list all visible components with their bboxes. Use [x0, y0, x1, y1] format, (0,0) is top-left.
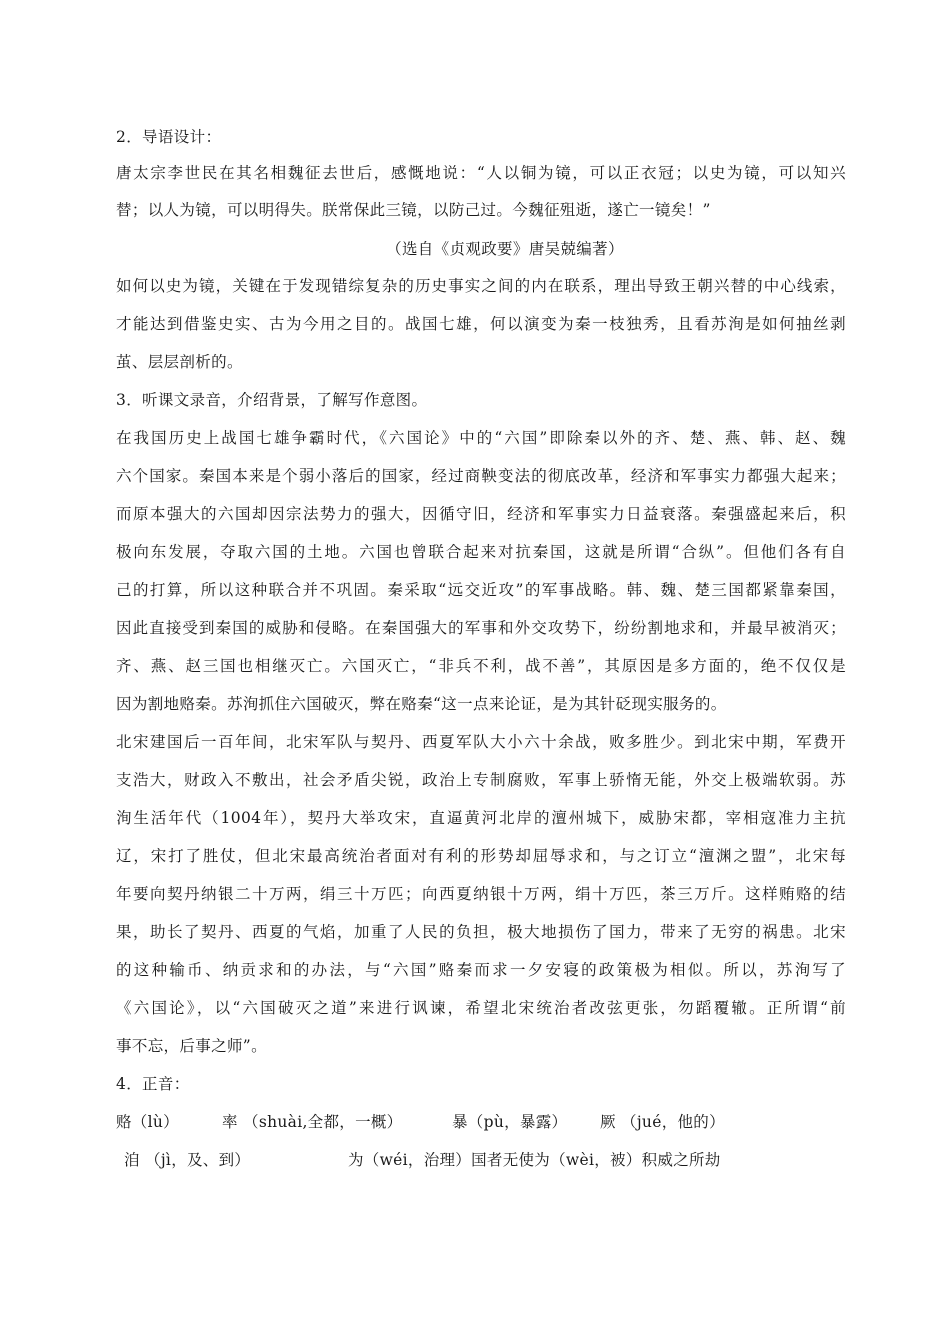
section-heading-2: 2．导语设计： — [116, 128, 222, 146]
intro-paragraph-line: 才能达到借鉴史实、古为今用之目的。战国七雄，何以演变为秦一枝独秀，且看苏洵是如何抽丝剥 — [116, 315, 846, 333]
intro-paragraph-line: 如何以史为镜，关键在于发现错综复杂的历史事实之间的内在联系，理出导致王朝兴替的中心线索， — [116, 277, 846, 295]
northern-song-paragraph-line: 《六国论》，以“六国破灭之道”来进行讽谏，希望北宋统治者改弦更张，勿蹈覆辙。正所谓“前 — [116, 999, 846, 1017]
background-paragraph-line: 齐、燕、赵三国也相继灭亡。六国灭亡，“非兵不利，战不善”，其原因是多方面的，绝不仅仅是 — [116, 657, 846, 675]
northern-song-paragraph-line: 洵生活年代（1004年），契丹大举攻宋，直逼黄河北岸的澶州城下，威胁宋都，宰相寇准力主抗 — [116, 809, 846, 827]
quote-line: 替；以人为镜，可以明得失。朕常保此三镜，以防己过。今魏征殂逝，遂亡一镜矣！” — [116, 201, 711, 219]
background-paragraph-line: 己的打算，所以这种联合并不巩固。秦采取“远交近攻”的军事战略。韩、魏、楚三国都紧靠秦国， — [116, 581, 846, 599]
background-paragraph-line: 六个国家。秦国本来是个弱小落后的国家，经过商鞅变法的彻底改革，经济和军事实力都强大起来； — [116, 467, 846, 485]
northern-song-paragraph-line: 事不忘，后事之师”。 — [116, 1037, 267, 1055]
pronunciation-item: 厥 （jué，他的） — [600, 1113, 725, 1131]
intro-paragraph-line: 茧、层层剖析的。 — [116, 353, 243, 371]
quote-line: 唐太宗李世民在其名相魏征去世后，感慨地说：“人以铜为镜，可以正衣冠；以史为镜，可以知兴 — [116, 164, 846, 182]
northern-song-paragraph-line: 辽，宋打了胜仗，但北宋最高统治者面对有利的形势却屈辱求和，与之订立“澶渊之盟”，北宋每 — [116, 847, 846, 865]
northern-song-paragraph-line: 果，助长了契丹、西夏的气焰，加重了人民的负担，极大地损伤了国力，带来了无穷的祸患。北宋 — [116, 923, 846, 941]
background-paragraph-line: 而原本强大的六国却因宗法势力的强大，因循守旧，经济和军事实力日益衰落。秦强盛起来后，积 — [116, 505, 846, 523]
pronunciation-item: 暴（pù，暴露） — [452, 1113, 568, 1131]
pronunciation-item: 率 （shuài,全都，一概） — [222, 1113, 403, 1131]
northern-song-paragraph-line: 年要向契丹纳银二十万两，绢三十万匹；向西夏纳银十万两，绢十万匹，茶三万斤。这样贿赂的结 — [116, 885, 846, 903]
section-heading-3: 3．听课文录音，介绍背景，了解写作意图。 — [116, 391, 428, 409]
northern-song-paragraph-line: 北宋建国后一百年间，北宋军队与契丹、西夏军队大小六十余战，败多胜少。到北宋中期，军费开 — [116, 733, 846, 751]
northern-song-paragraph-line: 支浩大，财政入不敷出，社会矛盾尖锐，政治上专制腐败，军事上骄惰无能，外交上极端软弱。苏 — [116, 771, 846, 789]
background-paragraph-line: 极向东发展，夺取六国的土地。六国也曾联合起来对抗秦国，这就是所谓“合纵”。但他们各有自 — [116, 543, 846, 561]
pronunciation-item: 为（wéi，治理）国者无使为（wèi，被）积威之所劫 — [348, 1151, 721, 1169]
background-paragraph-line: 因为割地赂秦。苏洵抓住六国破灭，弊在赂秦“这一点来论证，是为其针砭现实服务的。 — [116, 695, 727, 713]
pronunciation-item: 赂（lù） — [116, 1113, 179, 1131]
background-paragraph-line: 因此直接受到秦国的威胁和侵略。在秦国强大的军事和外交攻势下，纷纷割地求和，并最早被消灭； — [116, 619, 846, 637]
northern-song-paragraph-line: 的这种输币、纳贡求和的办法，与“六国”赂秦而求一夕安寝的政策极为相似。所以，苏洵写了 — [116, 961, 846, 979]
quote-source: （选自《贞观政要》唐吴兢编著） — [386, 240, 624, 258]
background-paragraph-line: 在我国历史上战国七雄争霸时代，《六国论》中的“六国”即除秦以外的齐、楚、燕、韩、赵、魏 — [116, 429, 846, 447]
section-heading-4: 4．正音： — [116, 1075, 190, 1093]
pronunciation-item: 洎 （jì，及、到） — [124, 1151, 251, 1169]
